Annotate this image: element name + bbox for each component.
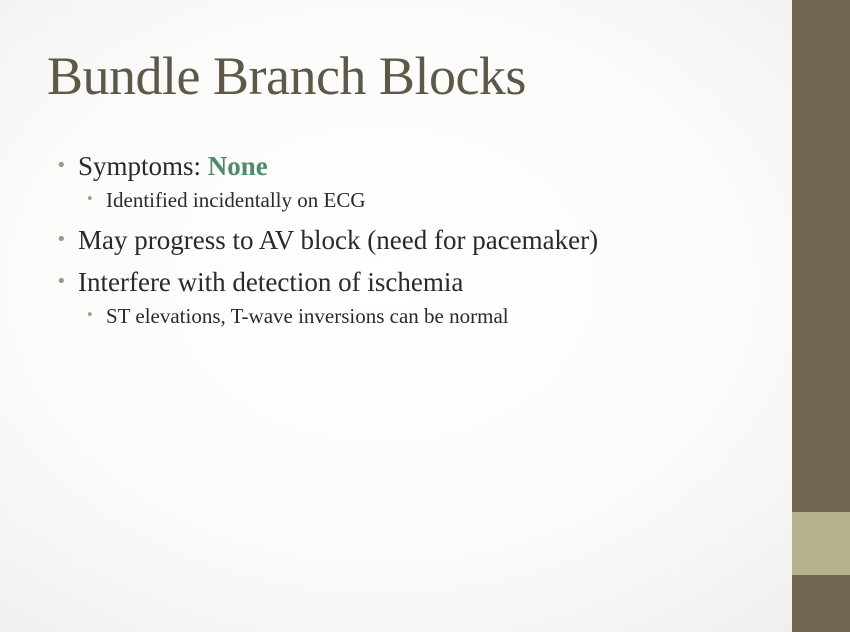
sub-bullet-dot-icon: • — [86, 192, 94, 207]
symptoms-value-none: None — [207, 151, 268, 181]
bullet-ischemia-text: Interfere with detection of ischemia — [78, 267, 464, 297]
bullet-dot-icon: • — [56, 271, 67, 292]
sub-bullet-identified-text: Identified incidentally on ECG — [106, 188, 366, 212]
sub-bullet-st-elevations-text: ST elevations, T-wave inversions can be normal — [106, 304, 509, 328]
decorative-sidebar — [792, 0, 850, 632]
sub-bullet-dot-icon: • — [86, 308, 94, 323]
bullet-dot-icon: • — [56, 229, 67, 250]
sub-bullet-identified — [86, 184, 776, 216]
bullet-av-block — [56, 222, 776, 258]
slide-title: Bundle Branch Blocks — [47, 46, 526, 106]
bullet-list — [56, 148, 776, 332]
bullet-ischemia — [56, 264, 776, 300]
bullet-dot-icon: • — [56, 155, 67, 176]
bullet-symptoms — [56, 148, 776, 184]
bullet-av-block-text: May progress to AV block (need for pacemaker) — [78, 225, 599, 255]
sidebar-accent-block — [792, 512, 850, 575]
sub-bullet-st-elevations — [86, 300, 776, 332]
bullet-symptoms-label: Symptoms: — [78, 151, 208, 181]
